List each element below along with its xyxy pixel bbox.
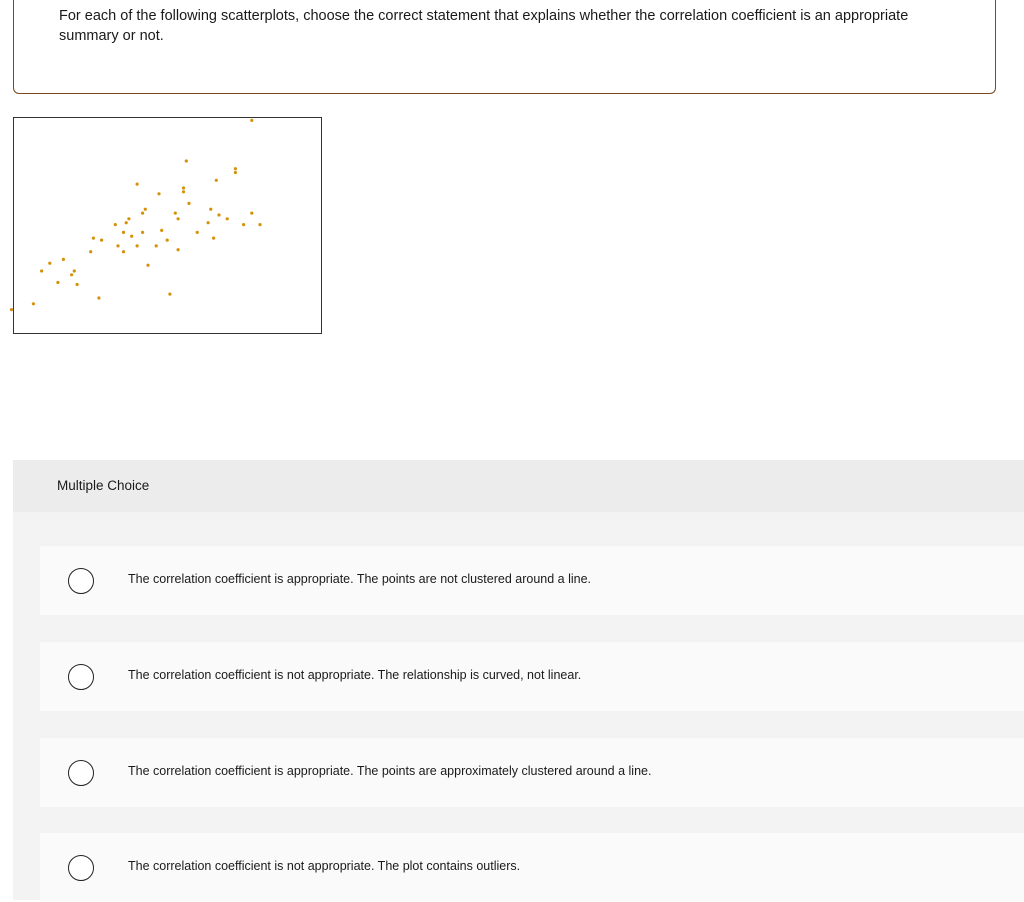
radio-button[interactable] xyxy=(68,855,94,881)
radio-button[interactable] xyxy=(68,664,94,690)
scatter-point-46 xyxy=(234,167,237,170)
scatter-point-13 xyxy=(100,239,103,242)
scatter-point-38 xyxy=(187,202,190,205)
scatter-point-39 xyxy=(196,231,199,234)
option-2[interactable] xyxy=(40,642,1024,711)
option-4[interactable] xyxy=(40,833,1024,902)
scatter-point-35 xyxy=(182,186,185,189)
scatter-point-14 xyxy=(116,244,119,247)
scatter-point-15 xyxy=(114,223,117,226)
option-label: The correlation coefficient is not appropriate. The plot contains outliers. xyxy=(128,859,521,873)
scatter-point-25 xyxy=(141,212,144,215)
scatter-point-47 xyxy=(234,171,237,174)
scatter-point-7 xyxy=(73,269,76,272)
scatter-point-30 xyxy=(168,293,171,296)
scatterplot xyxy=(0,110,330,335)
scatter-point-16 xyxy=(122,250,125,253)
scatter-point-11 xyxy=(89,250,92,253)
scatter-point-43 xyxy=(215,179,218,182)
scatter-point-17 xyxy=(127,217,130,220)
radio-button[interactable] xyxy=(68,760,94,786)
option-1[interactable] xyxy=(40,546,1024,615)
scatter-point-27 xyxy=(155,244,158,247)
scatter-point-6 xyxy=(76,283,79,286)
scatter-point-48 xyxy=(242,223,245,226)
scatter-point-19 xyxy=(122,231,125,234)
scatter-point-23 xyxy=(141,231,144,234)
scatter-point-31 xyxy=(157,192,160,195)
scatter-point-51 xyxy=(250,119,253,122)
scatter-point-44 xyxy=(217,213,220,216)
question-box xyxy=(13,0,996,94)
scatter-point-29 xyxy=(166,239,169,242)
scatter-point-3 xyxy=(48,262,51,265)
scatter-point-12 xyxy=(92,237,95,240)
scatter-points xyxy=(10,119,262,311)
scatter-point-36 xyxy=(182,190,185,193)
scatter-point-42 xyxy=(212,237,215,240)
option-3[interactable] xyxy=(40,738,1024,807)
option-label: The correlation coefficient is appropriate. The points are not clustered around a line. xyxy=(128,572,592,586)
option-label: The correlation coefficient is not appropriate. The relationship is curved, not linear. xyxy=(128,668,582,682)
scatter-point-24 xyxy=(144,208,147,211)
scatter-point-8 xyxy=(70,273,73,276)
radio-button[interactable] xyxy=(68,568,94,594)
scatter-point-9 xyxy=(62,258,65,261)
question-text: For each of the following scatterplots, choose the correct statement that explains whether the correlation coefficient is an appropriate summary or not. xyxy=(59,8,909,44)
scatter-point-20 xyxy=(125,221,128,224)
scatter-point-41 xyxy=(209,208,212,211)
multiple-choice-header xyxy=(13,460,1024,512)
scatter-point-45 xyxy=(226,217,229,220)
scatter-point-5 xyxy=(56,281,59,284)
scatter-point-49 xyxy=(250,212,253,215)
scatter-point-4 xyxy=(40,269,43,272)
multiple-choice-title: Multiple Choice xyxy=(57,478,150,493)
scatter-point-2 xyxy=(32,302,35,305)
scatter-point-1 xyxy=(10,308,13,311)
scatter-point-21 xyxy=(136,183,139,186)
scatter-point-26 xyxy=(146,264,149,267)
scatter-point-37 xyxy=(185,159,188,162)
option-label: The correlation coefficient is appropriate. The points are approximately clustered around a line. xyxy=(128,764,652,778)
scatter-point-28 xyxy=(160,229,163,232)
scatter-point-22 xyxy=(136,244,139,247)
scatter-point-10 xyxy=(97,296,100,299)
scatter-point-40 xyxy=(207,221,210,224)
scatter-point-18 xyxy=(130,235,133,238)
scatter-point-34 xyxy=(177,217,180,220)
scatter-point-32 xyxy=(174,212,177,215)
scatter-point-33 xyxy=(177,248,180,251)
scatter-point-50 xyxy=(258,223,261,226)
